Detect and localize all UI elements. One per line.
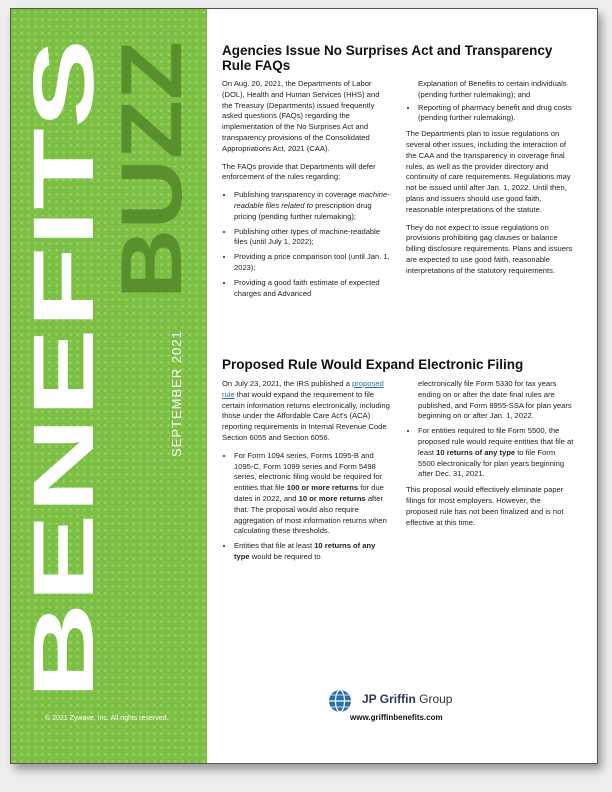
logo-wordmark: JP Griffin Group: [362, 692, 453, 706]
copyright-notice: © 2021 Zywave, Inc. All rights reserved.: [45, 715, 169, 722]
masthead-word-buzz: BUZZ: [104, 69, 200, 299]
article-1-column-right: [406, 79, 574, 284]
article-1-paragraph: The Departments plan to issue regulations on several other issues, including the interaction of the CAA and the transparency in coverage final rules, as well as the provider directory and continuity of care requirements. Regulations may not be issued until after Jan. 1, 2022. Until then, plans and issuers should use good faith, reasonable interpretations of the statute.: [406, 129, 571, 214]
newsletter-page: [10, 8, 598, 764]
article-2-paragraph: This proposal would effectively eliminate paper filings for most employers. However, the proposed rule has not been finalized and is not effective at this time.: [406, 485, 564, 527]
article-1-bullet-list-cont: [406, 103, 574, 125]
list-item: • Providing a good faith estimate of expected charges and Advanced: [234, 278, 392, 300]
list-item: • For entities required to file Form 5500, the proposed rule would require entities that file at least 10 returns of any type to file Form 5500 electronically for plan years beginning after Dec. 31, 2021.: [418, 426, 574, 480]
list-item: • Publishing transparency in coverage machine-readable files related to prescription drug pricing (pending further rulemaking);: [234, 190, 392, 222]
proposed-rule-link[interactable]: proposed rule: [222, 379, 384, 399]
list-item: • Reporting of pharmacy benefit and drug costs (pending further rulemaking).: [418, 103, 574, 125]
article-1-paragraph: The FAQs provide that Departments will defer enforcement of the rules regarding:: [222, 161, 376, 182]
masthead-word-benefits: BENEFITS: [16, 273, 112, 699]
article-2-bullet-continuation: electronically file Form 5330 for tax years ending on or after the date final rules are published, and Form 8955-SSA for plan years beginning on or after Jan. 1, 2022.: [418, 379, 572, 421]
article-2-paragraph: On July 23, 2021, the IRS published a proposed rule that would expand the requirement to file certain information returns electronically, including those under the Affordable Care Act's (ACA) reporting requirements in Internal Revenue Code Section 6055 and Section 6056.: [222, 379, 390, 442]
article-1-bullet-list: [222, 190, 392, 299]
masthead-graphic: [11, 9, 207, 763]
article-1-column-left: [222, 79, 392, 304]
list-item: • Publishing other types of machine-readable files (until July 1, 2022);: [234, 227, 392, 249]
article-2-bullet-list-cont: [406, 426, 574, 480]
list-item: • For Form 1094 series, Forms 1095-B and 1095-C, Form 1099 series and Form 5498 series, electronic filing would be required for entities that file 100 or more returns for due dates in 2022, and 10 or more returns after that. The proposal would also require aggregation of most information returns when calculating these thresholds.: [234, 451, 392, 537]
article-2-column-right: [406, 379, 574, 535]
company-logo: [322, 689, 502, 729]
list-item: • Entities that file at least 10 returns of any type would be required to: [234, 541, 392, 563]
article-2-bullet-list: [222, 451, 392, 563]
article-1-bullet-continuation: Explanation of Benefits to certain individuals (pending further rulemaking); and: [418, 79, 567, 99]
list-item: • Providing a price comparison tool (until Jan. 1, 2023);: [234, 252, 392, 274]
article-2-column-left: [222, 379, 392, 568]
issue-date: SEPTEMBER 2021: [169, 330, 184, 457]
article-2-title: Proposed Rule Would Expand Electronic Filing: [222, 357, 524, 372]
article-1-paragraph: They do not expect to issue regulations on provisions prohibiting gag clauses or balance billing disclosure requirements. Plans and issuers are expected to use good faith, reasonable interpretations of the statutory requirements.: [406, 222, 573, 275]
main-content: [222, 9, 582, 763]
article-1-title: Agencies Issue No Surprises Act and Transparency Rule FAQs: [222, 43, 553, 73]
article-1-paragraph: On Aug. 20, 2021, the Departments of Labor (DOL), Health and Human Services (HHS) and the Treasury (Departments) issued frequently asked questions (FAQs) regarding the implementation of the No Surprises Act and transparency provisions of the Consolidated Appropriations Act, 2021 (CAA).: [222, 79, 380, 153]
masthead-sidebar: [11, 9, 207, 763]
globe-logo-icon: [322, 689, 358, 713]
website-link[interactable]: www.griffinbenefits.com: [350, 713, 443, 722]
emphasis-text: machine-readable files related to: [234, 190, 390, 210]
